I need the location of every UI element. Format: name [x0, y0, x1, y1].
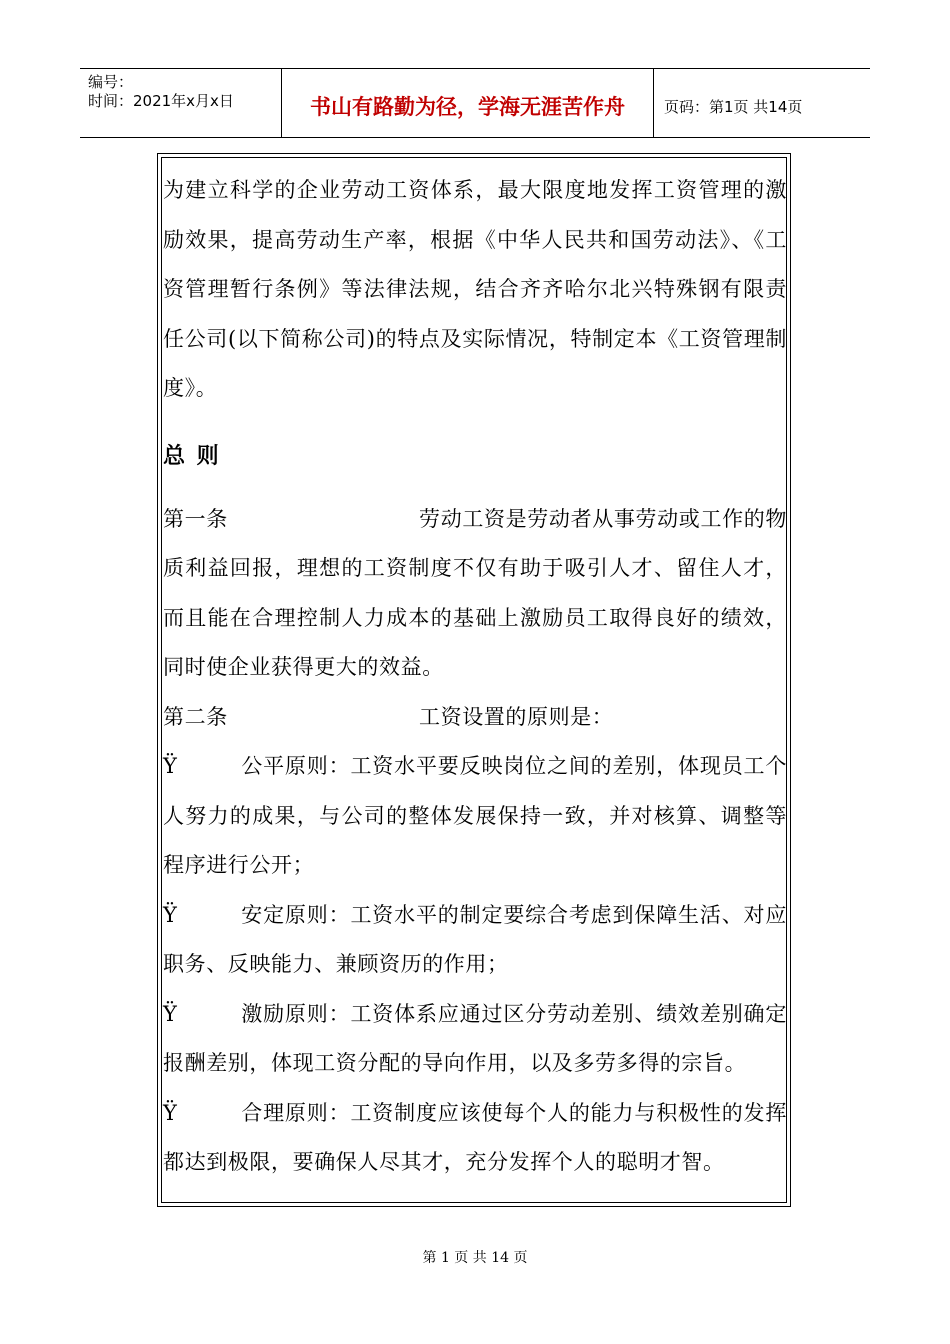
principle-item [163, 891, 787, 990]
bullet-icon: Ÿ [163, 1100, 178, 1125]
article-1-text: 劳动工资是劳动者从事劳动或工作的物质利益回报，理想的工资制度不仅有助于吸引人才、留住人才，而且能在合理控制人力成本的基础上激励员工取得良好的绩效，同时使企业获得更大的效益。 [163, 506, 787, 679]
page-header [80, 68, 870, 138]
number-label: 编号： [88, 73, 134, 91]
header-motto: 书山有路勤为径，学海无涯苦作舟 [282, 69, 654, 137]
bullet-icon: Ÿ [163, 902, 178, 927]
intro-paragraph: 为建立科学的企业劳动工资体系，最大限度地发挥工资管理的激励效果，提高劳动生产率，根据《中华人民共和国劳动法》、《工资管理暂行条例》等法律法规，结合齐齐哈尔北兴特殊钢有限责任公司(以下简称公司)的特点及实际情况，特制定本《工资管理制度》。 [163, 178, 787, 400]
principle-item [163, 742, 787, 891]
page-footer: 第 1 页 共 14 页 [422, 1250, 528, 1266]
time-label: 时间：2021年x月x日 [88, 92, 234, 110]
principle-text: 合理原则：工资制度应该使每个人的能力与积极性的发挥都达到极限，要确保人尽其才，充分发挥个人的聪明才智。 [163, 1100, 787, 1174]
article-2-label: 第二条 [163, 704, 228, 729]
principle-text: 公平原则：工资水平要反映岗位之间的差别，体现员工个人努力的成果，与公司的整体发展保持一致，并对核算、调整等程序进行公开； [163, 754, 787, 877]
bullet-icon: Ÿ [163, 754, 178, 778]
article-1-label: 第一条 [163, 506, 228, 531]
principle-text: 激励原则：工资体系应通过区分劳动差别、绩效差别确定报酬差别，体现工资分配的导向作用，以及多劳多得的宗旨。 [163, 1001, 787, 1075]
header-page-code: 页码：第1页 共14页 [664, 97, 803, 116]
section-title: 总 则 [163, 443, 221, 469]
article-1 [163, 495, 787, 693]
article-2 [163, 693, 787, 743]
header-meta [80, 69, 282, 137]
document-body [163, 166, 787, 1188]
principle-item [163, 1089, 787, 1188]
principle-text: 安定原则：工资水平的制定要综合考虑到保障生活、对应职务、反映能力、兼顾资历的作用； [163, 902, 787, 976]
bullet-icon: Ÿ [163, 1001, 178, 1026]
principle-item [163, 990, 787, 1089]
article-2-text: 工资设置的原则是： [419, 704, 614, 729]
